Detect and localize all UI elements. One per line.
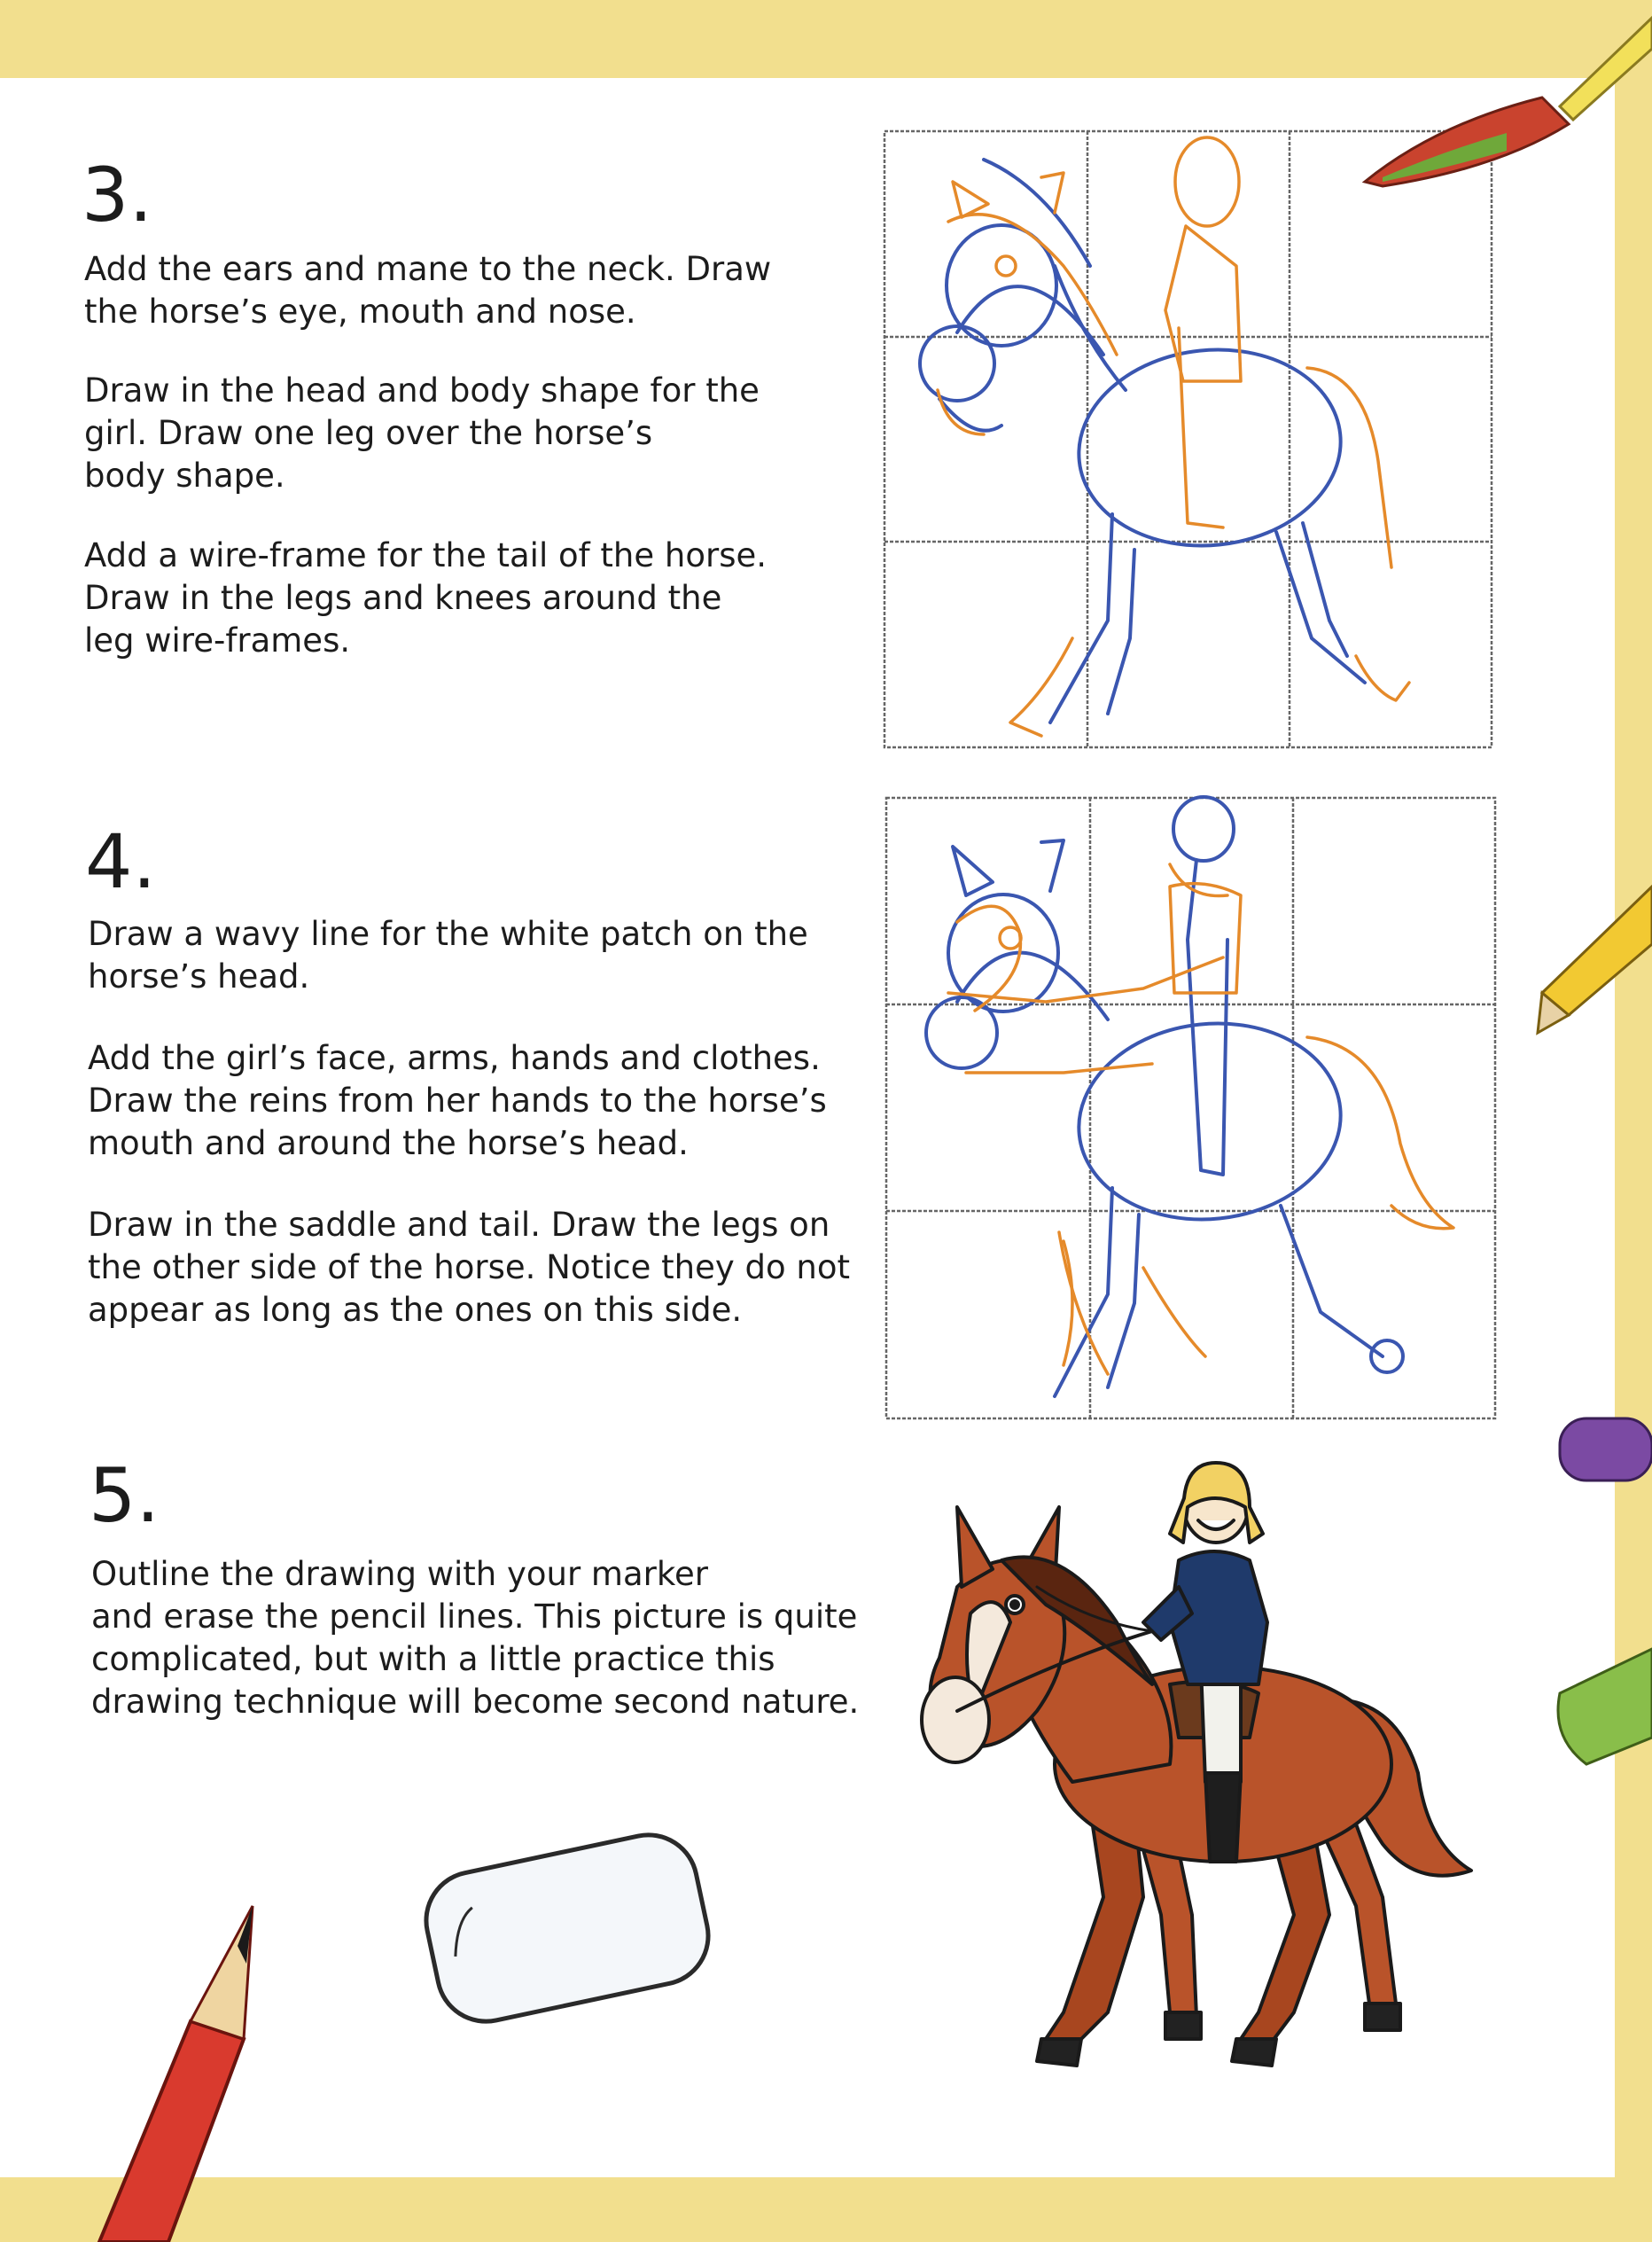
step-3-grid [884, 131, 1492, 747]
step-4-paragraph-1: Draw a wavy line for the white patch on the horse’s head. [88, 915, 808, 996]
step-4-paragraph-2: Add the girl’s face, arms, hands and clothes. Draw the reins from her hands to the horse’s mouth and around the horse’s head. [88, 1039, 827, 1162]
step-3-paragraph-1: Add the ears and mane to the neck. Draw the horse’s eye, mouth and nose. [84, 250, 772, 331]
step-5-number: 5. [89, 1452, 160, 1539]
pencil-icon-bottom [99, 1906, 253, 2242]
eraser-icon [417, 1826, 718, 2031]
step-3-number: 3. [82, 152, 153, 238]
step-5-paragraph-1: Outline the drawing with your marker and erase the pencil lines. This picture is quite complicated, but with a little practice this drawing technique will become second nature. [91, 1555, 860, 1721]
step-3-horse-sketch [920, 137, 1409, 736]
step-3-paragraph-3: Add a wire-frame for the tail of the horse. Draw in the legs and knees around the leg wire-frames. [84, 536, 767, 660]
paintbrush-icon [1365, 18, 1652, 186]
step-4-number: 4. [85, 818, 157, 905]
step-3-paragraph-2: Draw in the head and body shape for the girl. Draw one leg over the horse’s body shape. [84, 371, 760, 495]
pencil-icon-right [1538, 887, 1652, 1033]
step-4-horse-sketch [926, 797, 1453, 1396]
step-5-finished-horse [922, 1463, 1471, 2066]
step-4-paragraph-3: Draw in the saddle and tail. Draw the legs on the other side of the horse. Notice they do not appear as long as the ones on this side. [88, 1206, 850, 1329]
crayon-green-icon [1558, 1649, 1652, 1764]
crayon-purple-icon [1560, 1418, 1652, 1480]
